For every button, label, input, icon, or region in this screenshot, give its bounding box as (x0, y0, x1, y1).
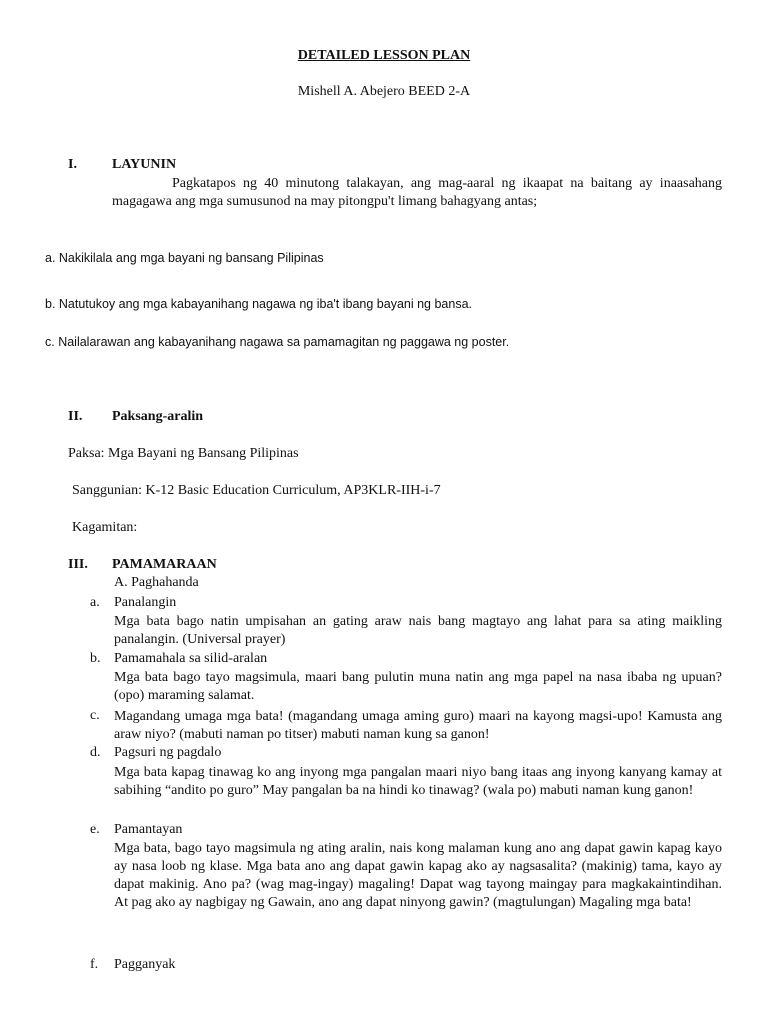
section-3-heading: PAMAMARAAN (112, 557, 217, 572)
item-d-title: Pagsuri ng pagdalo (114, 745, 222, 760)
section-2-numeral: II. (68, 409, 83, 424)
paksa-line: Paksa: Mga Bayani ng Bansang Pilipinas (68, 446, 299, 461)
item-d-text: Mga bata kapag tinawag ko ang inyong mga pangalan maari niyo bang itaas ang inyong kanyang kamay at sabihing “andito po guro” May pangalan ba na hindi ko tinawag? (wala po) mabuti naman kung ganon! (114, 765, 722, 798)
item-a-text: Mga bata bago natin umpisahan an gating araw nais bang magtayo ang lahat para sa ating maikling panalangin. (Universal prayer) (114, 614, 722, 647)
sanggunian-line: Sanggunian: K-12 Basic Education Curriculum, AP3KLR-IIH-i-7 (72, 483, 441, 498)
kagamitan-line: Kagamitan: (72, 520, 138, 535)
subheading-paghahanda: A. Paghahanda (114, 575, 199, 590)
item-b-title: Pamamahala sa silid-aralan (114, 651, 268, 666)
item-e-letter: e. (90, 822, 100, 837)
item-f-letter: f. (90, 957, 99, 972)
item-b-letter: b. (90, 651, 101, 666)
author-line: Mishell A. Abejero BEED 2-A (297, 84, 471, 99)
section-3-numeral: III. (68, 557, 88, 572)
item-f-title: Pagganyak (114, 957, 176, 972)
item-b-text: Mga bata bago tayo magsimula, maari bang pulutin muna natin ang mga papel na nasa ibaba ng upuan? (opo) maraming salamat. (114, 670, 722, 703)
item-d-letter: d. (90, 745, 101, 760)
item-e-text: Mga bata, bago tayo magsimula ng ating aralin, nais kong malaman kung ano ang dapat gawin kapag kayo ay nasa loob ng klase. Mga bata ano ang dapat gawin kapag ako ay nagsasalita? (makinig) tama, kayo ay dapat makinig. Ano pa? (wag mag-ingay) magaling! Dapat wag tayong maingay para magkakaintindihan. At pag ako ay nagbigay ng Gawain, ano ang dapat ninyong gawin? (magtulungan) Magaling mga bata! (114, 841, 722, 910)
item-c-text: Magandang umaga mga bata! (magandang umaga aming guro) maari na kayong magsi-upo! Kamusta ang araw niyo? (mabuti naman po titser) mabuti naman kung sa ganon! (114, 709, 722, 742)
section-1-numeral: I. (68, 157, 77, 172)
objective-b: b. Natutukoy ang mga kabayanihang nagawa ng iba't ibang bayani ng bansa. (45, 297, 473, 311)
layunin-intro: Pagkatapos ng 40 minutong talakayan, ang mag-aaral ng ikaapat na baitang ay inaasahang magagawa ang mga sumusunod na may pitongpu't limang bahagyang antas; (112, 176, 722, 209)
item-a-letter: a. (90, 595, 100, 610)
section-1-heading: LAYUNIN (112, 157, 177, 172)
item-a-title: Panalangin (114, 595, 177, 610)
item-e-title: Pamantayan (114, 822, 183, 837)
section-2-heading: Paksang-aralin (112, 409, 204, 424)
document-title: DETAILED LESSON PLAN (297, 48, 471, 63)
objective-a: a. Nakikilala ang mga bayani ng bansang Pilipinas (45, 251, 324, 265)
item-c-letter: c. (90, 708, 100, 723)
objective-c: c. Nailalarawan ang kabayanihang nagawa sa pamamagitan ng paggawa ng poster. (45, 335, 510, 349)
